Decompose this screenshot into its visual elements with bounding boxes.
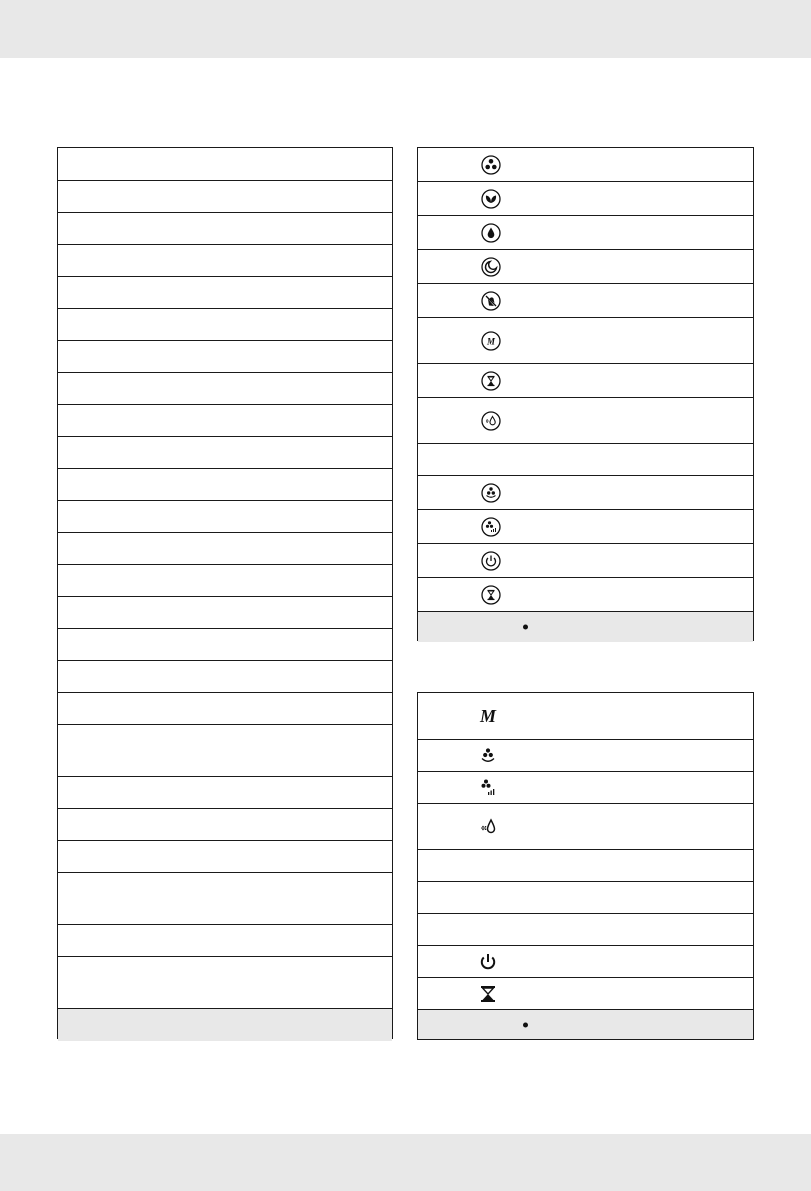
table-row [58,405,392,437]
table-row [58,957,392,1009]
table-row [58,533,392,565]
svg-text:M: M [479,706,497,726]
fan-swing-circle-icon [481,483,501,503]
bullet-dot [523,1022,528,1027]
table-row [418,693,753,740]
table-row [58,309,392,341]
table-row [58,809,392,841]
table-row [58,501,392,533]
table-row [418,946,753,978]
power-icon [478,952,498,972]
table-row [418,882,753,914]
table-row [58,777,392,809]
table-row [418,510,753,544]
table-row [58,148,392,181]
table-row [418,284,753,318]
table-row [418,250,753,284]
mist-drop-circle-icon [481,411,501,431]
table-row [58,725,392,777]
timer-icon [478,984,498,1004]
table-row [418,772,753,804]
drop-circle-icon [481,223,501,243]
timer-circle-icon [481,371,501,391]
table-row [58,373,392,405]
manual-m-icon [478,706,498,726]
table-row [418,578,753,612]
table-row [58,245,392,277]
table-row [58,597,392,629]
table-row [418,216,753,250]
table-row [418,398,753,444]
table-footer-row [418,1010,753,1039]
table-row [418,544,753,578]
table-row [58,341,392,373]
moon-circle-icon [481,257,501,277]
fan-swing-icon [478,746,498,766]
table-row [418,148,753,182]
table-row [58,661,392,693]
table-row [418,914,753,946]
table-row [58,841,392,873]
leaf-circle-icon [481,189,501,209]
manual-m-circle-icon [481,331,501,351]
table-row [418,850,753,882]
footer-band [0,1134,811,1191]
table-row [58,629,392,661]
table-row [58,469,392,501]
table-row [58,925,392,957]
fan-speed-circle-icon [481,517,501,537]
timer-circle-icon [481,585,501,605]
fan-speed-icon [478,778,498,798]
right-bottom-table [417,692,754,1040]
table-row [418,364,753,398]
header-band [0,0,811,58]
table-row [58,437,392,469]
table-row [58,693,392,725]
table-footer-row [58,1009,392,1041]
right-top-table [417,147,754,641]
table-row [418,740,753,772]
table-row [418,804,753,850]
table-row [418,444,753,476]
svg-text:M: M [486,336,496,346]
table-row [58,873,392,925]
table-footer-row [418,612,753,642]
power-circle-icon [481,551,501,571]
table-row [418,978,753,1010]
table-row [418,182,753,216]
fan-circle-icon [481,155,501,175]
mist-drop-icon [478,817,498,837]
table-row [418,318,753,364]
bullet-dot [523,625,528,630]
table-row [58,565,392,597]
left-table [57,147,393,1039]
child-lock-circle-icon [481,291,501,311]
table-row [58,277,392,309]
table-row [58,181,392,213]
table-row [418,476,753,510]
table-row [58,213,392,245]
